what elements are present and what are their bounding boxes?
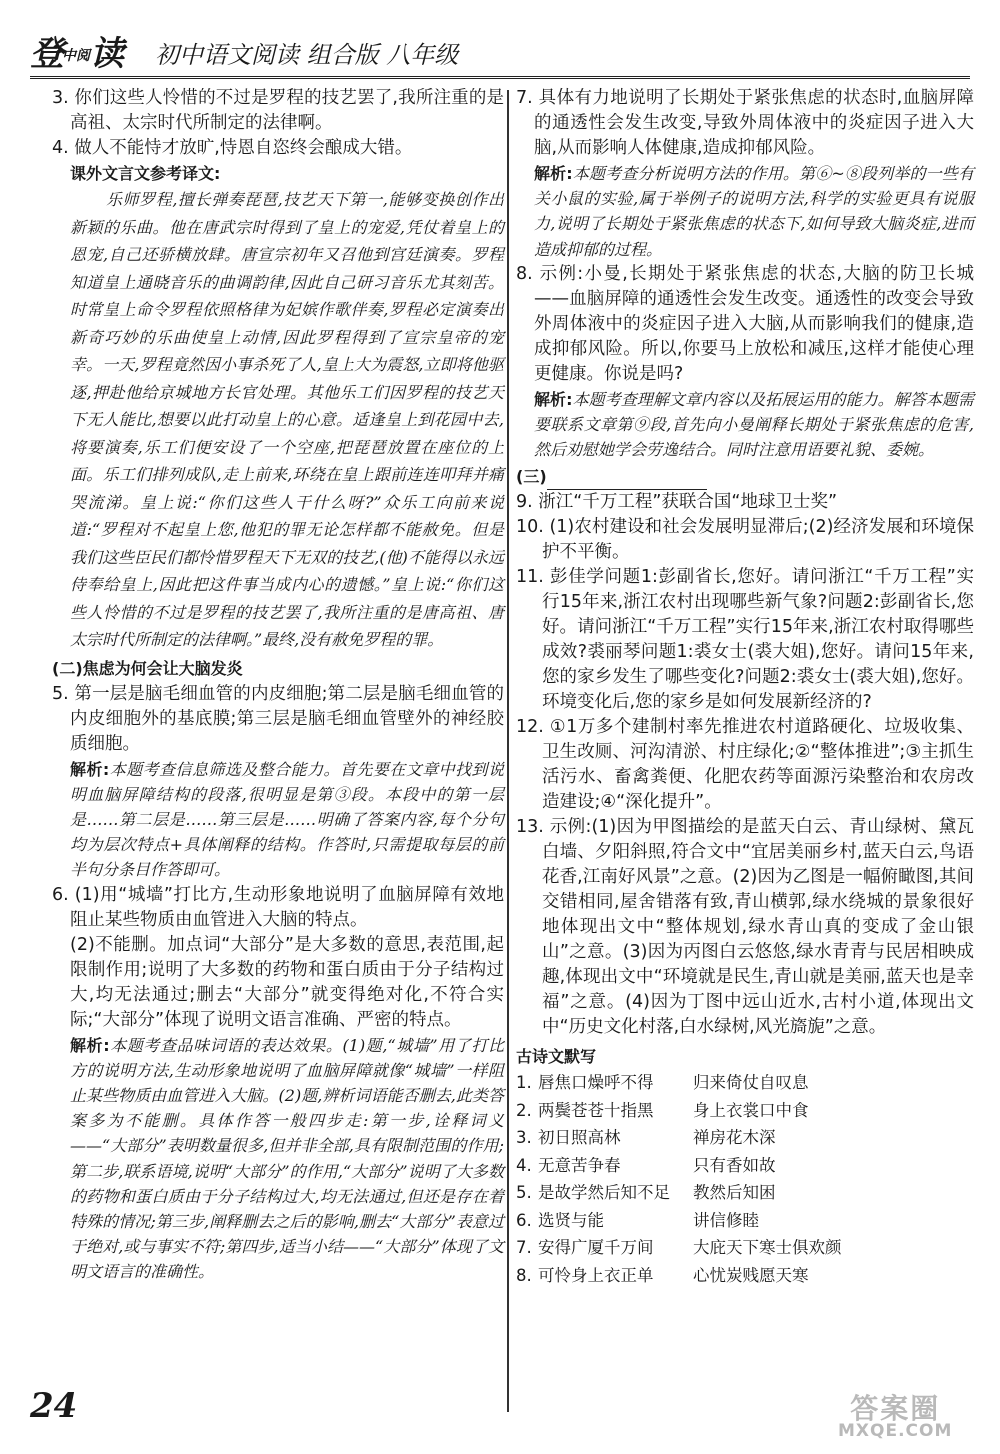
explanation-label: 解析: bbox=[70, 759, 110, 779]
poem-line-a: 是故学然后知不足 bbox=[538, 1183, 670, 1203]
explanation-label: 解析: bbox=[70, 1035, 110, 1055]
poem-line-a: 安得广厦千万间 bbox=[538, 1238, 654, 1258]
poem-item bbox=[516, 1179, 974, 1207]
answer-10: 10. (1)农村建设和社会发展明显滞后;(2)经济发展和环境保护不平衡。 bbox=[516, 517, 974, 563]
poem-number: 2. bbox=[516, 1100, 532, 1120]
poem-number: 7. bbox=[516, 1238, 532, 1258]
poem-line-b: 归来倚仗自叹息 bbox=[693, 1073, 809, 1093]
section-3-label: (三) bbox=[516, 467, 547, 487]
poem-line-b: 只有香如故 bbox=[693, 1155, 776, 1175]
poem-item bbox=[516, 1069, 974, 1097]
poem-item bbox=[516, 1124, 974, 1152]
poem-item bbox=[516, 1262, 974, 1290]
answer-11: 11. 彭佳学问题1:彭副省长,您好。请问浙江“千万工程”实行15年来,浙江农村出现哪些新气象?问题2:彭副省长,您好。请问浙江“千万工程”实行15年来,浙江农村取得哪些成效?裘丽琴问题1:裘女士(裘大姐),您好。请问15年来,您的家乡发生了哪些变化?问题2:裘女士(裘大姐),您好。环境变化后,您的家乡是如何发展新经济的? bbox=[516, 567, 974, 713]
header-rule bbox=[30, 76, 970, 79]
logo-char-1: 登 bbox=[30, 34, 62, 74]
explanation-text: 本题考查分析说明方法的作用。第⑥~⑧段列举的一些有关小鼠的实验,属于举例子的说明方法,科学的实验更具有说服力,说明了长期处于紧张焦虑的状态下,如何导致大脑炎症,进而造成抑郁的过程。 bbox=[534, 164, 974, 259]
poem-line-a: 两鬓苍苍十指黑 bbox=[538, 1100, 654, 1120]
right-column bbox=[516, 86, 974, 1289]
poem-number: 8. bbox=[516, 1265, 532, 1285]
poem-number: 6. bbox=[516, 1210, 532, 1230]
poem-line-b: 身上衣裳口中食 bbox=[693, 1100, 809, 1120]
poem-heading: 古诗文默写 bbox=[516, 1047, 597, 1067]
watermark bbox=[838, 1392, 953, 1442]
left-column bbox=[52, 86, 504, 1285]
logo-char-2: 读 bbox=[90, 34, 122, 74]
watermark-title: 答案圈 bbox=[850, 1392, 941, 1425]
poem-line-b: 讲信修睦 bbox=[693, 1210, 759, 1230]
answer-3: 3. 你们这些人怜惜的不过是罗程的技艺罢了,我所注重的是高祖、太宗时代所制定的法律啊。 bbox=[52, 88, 504, 133]
answer-6-1: 6. (1)用“城墙”打比方,生动形象地说明了血脑屏障有效地阻止某些物质由血管进入大脑的特点。 bbox=[52, 884, 504, 930]
poem-item bbox=[516, 1207, 974, 1235]
poem-list bbox=[516, 1069, 974, 1289]
section-3-heading bbox=[516, 464, 974, 490]
column-divider bbox=[507, 90, 509, 1412]
section-2-heading: (二)焦虑为何会让大脑发炎 bbox=[52, 658, 243, 678]
poem-line-b: 心忧炭贱愿天寒 bbox=[693, 1265, 809, 1285]
answer-12: 12. ①1万多个建制村率先推进农村道路硬化、垃圾收集、卫生改厕、河沟清淤、村庄绿化;②“整体推进”;③主抓生活污水、畜禽粪便、化肥农药等面源污染整治和农房改造建设;④“深化提升”。 bbox=[516, 717, 974, 813]
poem-item bbox=[516, 1234, 974, 1262]
translation-heading: 课外文言文参考译文: bbox=[70, 164, 221, 183]
poem-line-b: 大庇天下寒士俱欢颜 bbox=[693, 1238, 842, 1258]
page-number: 24 bbox=[30, 1386, 78, 1426]
answer-8: 8. 示例:小曼,长期处于紧张焦虑的状态,大脑的防卫长城——血脑屏障的通透性会发生改变。通透性的改变会导致外周体液中的炎症因子进入大脑,从而影响我们的健康,造成抑郁风险。所以,你要马上放松和减压,这样才能使心理更健康。你说是吗? bbox=[516, 263, 974, 384]
answer-5: 5. 第一层是脑毛细血管的内皮细胞;第二层是脑毛细血管的内皮细胞外的基底膜;第三层是脑毛细血管壁外的神经胶质细胞。 bbox=[52, 683, 504, 754]
watermark-url: MXQE.COM bbox=[838, 1421, 953, 1441]
explanation-label: 解析: bbox=[534, 164, 573, 183]
explanation-label: 解析: bbox=[534, 389, 573, 409]
answer-4: 4. 做人不能恃才放旷,恃恩自恣终会酿成大错。 bbox=[52, 138, 413, 158]
explanation-5 bbox=[52, 757, 504, 883]
poem-number: 4. bbox=[516, 1155, 532, 1175]
answer-9: 9. 浙江“千万工程”获联合国“地球卫士奖” bbox=[516, 492, 838, 513]
explanation-text: 本题考查品味词语的表达效果。(1)题,“城墙”用了打比方的说明方法,生动形象地说明了血脑屏障就像“城墙”一样阻止某些物质由血管进入大脑。(2)题,辨析词语能否删去,此类答案多为不能删。具体作答一般四步走:第一步,诠释词义——“大部分”表明数量很多,但并非全部,具有限制范围的作用;第二步,联系语境,说明“大部分”的作用,“大部分”说明了大多数的药物和蛋白质由于分子结构过大,均无法通过,但还是存在着特殊的情况;第三步,阐释删去之后的影响,删去“大部分”表意过于绝对,或与事实不符;第四步,适当小结——“大部分”体现了文明文语言的准确性。 bbox=[70, 1035, 504, 1282]
logo-mid: 中阅 bbox=[62, 48, 90, 64]
poem-line-a: 唇焦口燥呼不得 bbox=[538, 1073, 654, 1093]
poem-line-a: 无意苦争春 bbox=[538, 1155, 621, 1175]
poem-line-a: 可怜身上衣正单 bbox=[538, 1265, 654, 1285]
poem-item bbox=[516, 1152, 974, 1180]
poem-number: 5. bbox=[516, 1183, 532, 1203]
translation-text: 乐师罗程,擅长弹奏琵琶,技艺天下第一,能够变换创作出新颖的乐曲。他在唐武宗时得到了皇上的宠爱,凭仗着皇上的恩宠,自己还骄横放肆。唐宣宗初年又召他到宫廷演奏。罗程知道皇上通晓音乐的曲调韵律,因此自己研习音乐尤其刻苦。时常皇上命令罗程依照格律为妃嫔作歌伴奏,罗程必定演奏出新奇巧妙的乐曲使皇上动情,因此罗程得到了宣宗皇帝的宠幸。一天,罗程竟然因小事杀死了人,皇上大为震怒,立即将他驱逐,押赴他给京城地方长官处理。其他乐工们因罗程的技艺天下无人能比,想要以此打动皇上的心意。适逢皇上到花园中去,将要演奏,乐工们便安设了一个空座,把琵琶放置在座位的上面。乐工们排列成队,走上前来,环绕在皇上跟前连连叩拜并痛哭流涕。皇上说:“你们这些人干什么呀?”众乐工向前来说道:“罗程对不起皇上您,他犯的罪无论怎样都不能赦免。但是我们这些臣民们都怜惜罗程天下无双的技艺,(他)不能得以永远侍奉给皇上,因此把这件事当成内心的遗憾。”皇上说:“你们这些人怜惜的不过是罗程的技艺罢了,我所注重的是唐高祖、唐太宗时代所制定的法律啊。”最终,没有赦免罗程的罪。 bbox=[70, 190, 504, 649]
answer-7: 7. 具体有力地说明了长期处于紧张焦虑的状态时,血脑屏障的通透性会发生改变,导致外周体液中的炎症因子进入大脑,从而影响人体健康,造成抑郁风险。 bbox=[516, 88, 974, 158]
page-header bbox=[30, 30, 970, 78]
poem-line-a: 初日照高林 bbox=[538, 1128, 621, 1148]
answer-6-2: (2)不能删。加点词“大部分”是大多数的意思,表范围,起限制作用;说明了大多数的药物和蛋白质由于分子结构过大,均无法通过;删去“大部分”就变得绝对化,不符合实际;“大部分”体现了说明文语言准确、严密的特点。 bbox=[70, 934, 504, 1030]
explanation-text: 本题考查理解文章内容以及拓展运用的能力。解答本题需要联系文章第⑨段,首先向小曼阐释长期处于紧张焦虑的危害,然后劝慰她学会劳逸结合。同时注意用语要礼貌、委婉。 bbox=[534, 389, 974, 460]
explanation-8 bbox=[516, 387, 974, 463]
poem-number: 3. bbox=[516, 1128, 532, 1148]
poem-number: 1. bbox=[516, 1073, 532, 1093]
brand-logo bbox=[30, 30, 122, 78]
header-title: 初中语文阅读 组合版 八年级 bbox=[155, 41, 459, 69]
explanation-7 bbox=[516, 161, 974, 262]
poem-line-b: 禅房花木深 bbox=[693, 1128, 776, 1148]
poem-item bbox=[516, 1097, 974, 1125]
explanation-6 bbox=[52, 1033, 504, 1285]
answer-13: 13. 示例:(1)因为甲图描绘的是蓝天白云、青山绿树、黛瓦白墙、夕阳斜照,符合文中“宜居美丽乡村,蓝天白云,鸟语花香,江南好风景”之意。(2)因为乙图是一幅俯瞰图,其间交错相同,屋舍错落有致,青山横郭,绿水绕城的景象很好地体现出文中“整体规划,绿水青山真的变成了金山银山”之意。(3)因为丙图白云悠悠,绿水青青与民居相映成趣,体现出文中“环境就是民生,青山就是美丽,蓝天也是幸福”之意。(4)因为丁图中远山近水,古村小道,体现出文中“历史文化村落,白水绿树,风光旖旎”之意。 bbox=[516, 817, 974, 1038]
explanation-text: 本题考查信息筛选及整合能力。首先要在文章中找到说明血脑屏障结构的段落,很明显是第③段。本段中的第一层是……第二层是……第三层是……明确了答案内容,每个分句均为层次特点+具体阐释的结构。作答时,只需提取每层的前半句分条目作答即可。 bbox=[70, 759, 504, 880]
poem-line-a: 选贤与能 bbox=[538, 1210, 604, 1230]
poem-line-b: 教然后知困 bbox=[693, 1183, 776, 1203]
